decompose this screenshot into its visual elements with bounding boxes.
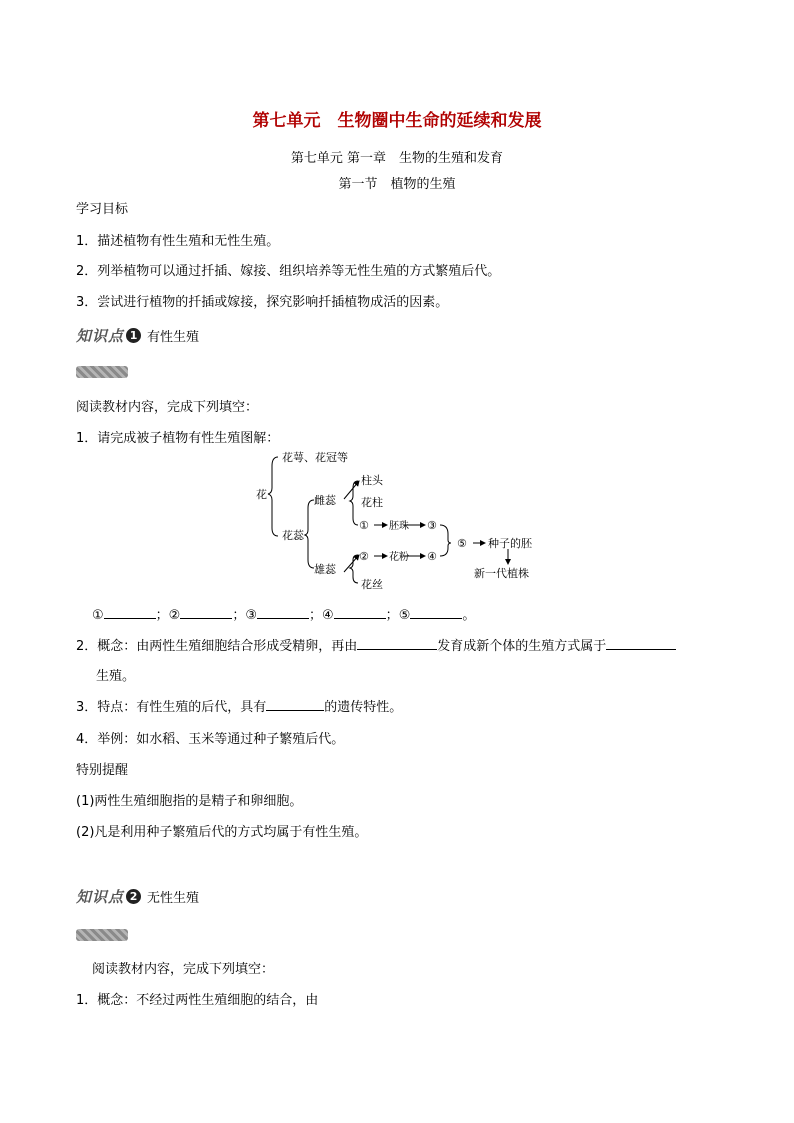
- question-1: 1．请完成被子植物有性生殖图解：: [76, 431, 280, 446]
- q3-text: 3．特点：有性生殖的后代，具有: [76, 700, 267, 715]
- tip-heading: 特别提醒: [76, 763, 129, 778]
- section-tag-icon: [76, 929, 128, 941]
- knowledge-point-title: 有性生殖: [147, 330, 200, 345]
- knowledge-point-2: [76, 886, 199, 907]
- blank-label-4: ④: [322, 608, 334, 623]
- answer-blank[interactable]: [266, 698, 324, 711]
- label-pollen: 花粉: [389, 552, 409, 563]
- q3-text: 的遗传特性。: [324, 700, 403, 715]
- blank-label-2: ②: [168, 608, 181, 623]
- objective-item: 3．尝试进行植物的扦插或嫁接，探究影响扦插植物成活的因素。: [76, 295, 449, 310]
- number-badge-icon: 2: [126, 889, 141, 904]
- answer-blank[interactable]: [257, 606, 309, 619]
- label-blank-5: ⑤: [457, 537, 467, 550]
- knowledge-point-label: 知识点: [76, 888, 125, 906]
- answer-blank[interactable]: [104, 606, 156, 619]
- label-ovule: 胚珠: [389, 521, 409, 532]
- reproduction-diagram: [250, 446, 550, 596]
- objective-item: 1．描述植物有性生殖和无性生殖。: [76, 234, 280, 249]
- q2-text: 发育成新个体的生殖方式属于: [437, 639, 607, 654]
- answer-blank[interactable]: [334, 606, 386, 619]
- knowledge-point-label: 知识点: [76, 327, 125, 345]
- tip-item: (2)凡是利用种子繁殖后代的方式均属于有性生殖。: [76, 825, 368, 840]
- label-blank-2: ②: [359, 550, 369, 563]
- tip-item: (1)两性生殖细胞指的是精子和卵细胞。: [76, 794, 303, 809]
- label-style: 花柱: [361, 496, 383, 509]
- objective-item: 2．列举植物可以通过扦插、嫁接、组织培养等无性生殖的方式繁殖后代。: [76, 264, 501, 279]
- blank-label-1: ①: [92, 608, 104, 623]
- brace-stamen: [350, 555, 358, 583]
- separator: ；: [232, 608, 246, 623]
- answer-blank[interactable]: [357, 637, 437, 650]
- knowledge-point-title: 无性生殖: [147, 891, 200, 906]
- question-2: [76, 635, 676, 654]
- brace-flower: [268, 457, 278, 536]
- question-3: [76, 696, 402, 715]
- knowledge-point-1: [76, 325, 199, 346]
- label-stigma: 柱头: [361, 474, 383, 487]
- separator: ；: [309, 608, 323, 623]
- label-flower: 花: [256, 488, 267, 501]
- label-new-plant: 新一代植株: [474, 567, 529, 580]
- blank-label-5: ⑤: [398, 608, 411, 623]
- label-stamen: 雄蕊: [314, 563, 336, 576]
- section-title: 第一节 植物的生殖: [338, 177, 456, 192]
- answer-blank[interactable]: [180, 606, 232, 619]
- separator: ；: [385, 608, 399, 623]
- section-tag-icon: [76, 366, 128, 378]
- chapter-subtitle: 第七单元 第一章 生物的生殖和发育: [290, 151, 504, 166]
- objectives-heading: 学习目标: [76, 202, 129, 217]
- answer-blank[interactable]: [606, 637, 676, 650]
- brace-stamen-pistil: [305, 500, 314, 568]
- answer-blank[interactable]: [410, 606, 462, 619]
- label-stamen-pistil: 花蕊: [282, 529, 304, 542]
- label-pistil: 雌蕊: [314, 494, 336, 507]
- question-1: 1．概念：不经过两性生殖细胞的结合，由: [76, 993, 319, 1008]
- separator: ；: [155, 608, 169, 623]
- label-blank-1: ①: [359, 519, 369, 532]
- instruction-text: 阅读教材内容，完成下列填空：: [76, 400, 259, 415]
- period: 。: [462, 608, 476, 623]
- label-calyx-corolla: 花萼、花冠等: [282, 451, 348, 464]
- blank-label-3: ③: [245, 608, 257, 623]
- label-filament: 花丝: [361, 578, 383, 591]
- label-blank-3: ③: [427, 519, 437, 532]
- question-4: 4．举例：如水稻、玉米等通过种子繁殖后代。: [76, 732, 345, 747]
- label-embryo: 种子的胚: [488, 537, 532, 550]
- number-badge-icon: 1: [126, 328, 141, 343]
- page-title: 第七单元 生物圈中生命的延续和发展: [252, 111, 542, 131]
- q2-text: 2．概念：由两性生殖细胞结合形成受精卵，再由: [76, 639, 358, 654]
- question-2-cont: 生殖。: [96, 669, 136, 684]
- instruction-text: 阅读教材内容，完成下列填空：: [92, 962, 275, 977]
- label-blank-4: ④: [427, 550, 437, 563]
- blanks-row: [92, 604, 475, 623]
